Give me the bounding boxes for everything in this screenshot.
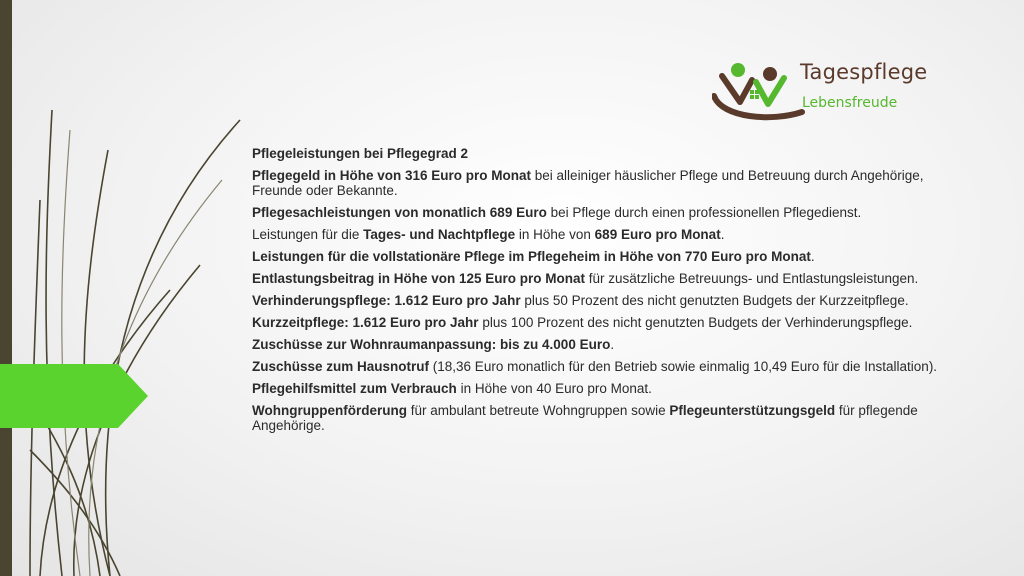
benefit-item: Zuschüsse zur Wohnraumanpassung: bis zu 4.000 Euro. [252,337,615,352]
benefit-item: Pflegehilfsmittel zum Verbrauch in Höhe von 40 Euro pro Monat. [252,381,652,396]
benefit-item: Leistungen für die Tages- und Nachtpflege in Höhe von 689 Euro pro Monat. [252,227,725,242]
logo-subtitle: Lebensfreude [802,95,898,111]
benefits-list [252,146,972,440]
benefits-heading: Pflegeleistungen bei Pflegegrad 2 [252,146,469,161]
decorative-grass-lines [0,0,260,576]
benefit-item: Leistungen für die vollstationäre Pflege im Pflegeheim in Höhe von 770 Euro pro Monat. [252,249,815,264]
benefit-item: Kurzzeitpflege: 1.612 Euro pro Jahr plus 100 Prozent des nicht genutzten Budgets der Verhinderungspflege. [252,315,913,330]
benefit-item: Zuschüsse zum Hausnotruf (18,36 Euro monatlich für den Betrieb sowie einmalig 10,49 Euro für die Installation). [252,359,938,374]
benefit-item: Verhinderungspflege: 1.612 Euro pro Jahr plus 50 Prozent des nicht genutzten Budgets der Kurzzeitpflege. [252,293,909,308]
logo-title: Tagespflege [800,60,928,84]
green-arrow-shape [0,364,148,428]
benefit-item: Wohngruppenförderung für ambulant betreute Wohngruppen sowie Pflegeunterstützungsgeld für pflegende Angehörige. [252,403,918,433]
benefit-item: Entlastungsbeitrag in Höhe von 125 Euro pro Monat für zusätzliche Betreuungs- und Entlastungsleistungen. [252,271,919,286]
benefit-item: Pflegesachleistungen von monatlich 689 Euro bei Pflege durch einen professionellen Pflegedienst. [252,205,862,220]
benefit-item: Pflegegeld in Höhe von 316 Euro pro Monat bei alleiniger häuslicher Pflege und Betreuung durch Angehörige, Freunde oder Bekannte. [252,168,924,198]
